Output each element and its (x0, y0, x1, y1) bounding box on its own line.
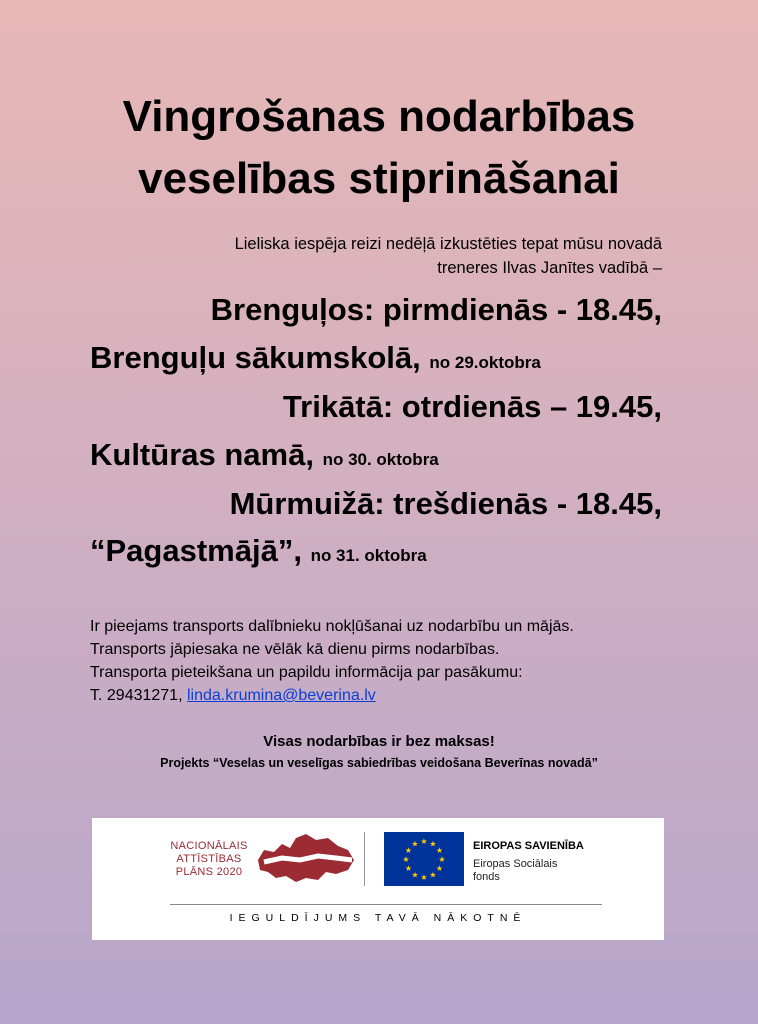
start-date: no 29.oktobra (429, 353, 541, 372)
title-line-2: veselības stiprināšanai (138, 154, 620, 203)
svg-text:★: ★ (411, 870, 419, 880)
svg-text:★: ★ (429, 870, 437, 880)
venue-name: “Pagastmājā”, (90, 533, 302, 568)
eu-sub-line-1: Eiropas Sociālais (473, 858, 558, 870)
transport-info (90, 615, 670, 707)
investment-tagline: IEGULDĪJUMS TAVĀ NĀKOTNĒ (229, 912, 527, 924)
intro-text (62, 232, 662, 280)
svg-text:★: ★ (420, 837, 428, 846)
venue-name: Kultūras namā, (90, 437, 314, 472)
eu-sub-line-2: fonds (473, 871, 500, 883)
free-notice: Visas nodarbības ir bez maksas! (263, 733, 495, 750)
svg-text:★: ★ (429, 839, 437, 849)
venue-name: Brenguļu sākumskolā, (90, 340, 421, 375)
latvia-map-icon (256, 832, 356, 886)
nap-line-2: ATTĪSTĪBAS (176, 853, 242, 865)
svg-text:★: ★ (438, 855, 446, 864)
info-line-2: Transports jāpiesaka ne vēlāk kā dienu pirms nodarbības. (90, 641, 500, 658)
funding-logos-panel (92, 818, 664, 940)
info-line-3: Transporta pieteikšana un papildu informācija par pasākumu: (90, 664, 523, 681)
contact-line (90, 684, 670, 707)
svg-text:★: ★ (435, 864, 444, 873)
schedule-murmuiza-venue (90, 533, 662, 569)
svg-text:★: ★ (420, 873, 428, 882)
logo-separator-line (170, 904, 602, 905)
schedule-brenguli-day: Brenguļos: pirmdienās - 18.45, (210, 292, 662, 327)
intro-line-1: Lieliska iespēja reizi nedēļā izkustēties tepat mūsu novadā (234, 235, 662, 253)
logo-divider (364, 832, 365, 886)
email-link[interactable]: linda.krumina@beverina.lv (186, 687, 376, 704)
eu-flag-icon (384, 832, 464, 886)
start-date: no 30. oktobra (322, 450, 439, 469)
schedule-brenguli-venue (90, 340, 662, 376)
svg-text:★: ★ (404, 846, 413, 855)
start-date: no 31. oktobra (310, 546, 427, 565)
nap-2020-logo-text (164, 840, 254, 879)
schedule-murmuiza-day: Mūrmuižā: trešdienās - 18.45, (229, 486, 662, 521)
eu-title: EIROPAS SAVIENĪBA (473, 840, 584, 852)
nap-line-3: PLĀNS 2020 (175, 866, 243, 878)
project-name: Projekts “Veselas un veselīgas sabiedrības veidošana Beverīnas novadā” (160, 756, 598, 770)
info-line-1: Ir pieejams transports dalībnieku nokļūšanai uz nodarbību un mājās. (90, 618, 574, 635)
intro-line-2: treneres Ilvas Janītes vadībā – (437, 259, 662, 277)
phone-number: T. 29431271, (90, 687, 183, 704)
svg-text:★: ★ (411, 839, 419, 849)
schedule-trikata-venue (90, 437, 662, 473)
schedule-trikata-day: Trikātā: otrdienās – 19.45, (282, 389, 662, 424)
svg-text:★: ★ (435, 846, 444, 855)
title-line-1: Vingrošanas nodarbības (122, 92, 636, 141)
svg-text:★: ★ (402, 855, 410, 864)
nap-line-1: NACIONĀLAIS (170, 840, 248, 852)
svg-text:★: ★ (404, 864, 413, 873)
eu-fund-name (473, 858, 557, 884)
poster-title (0, 86, 758, 210)
